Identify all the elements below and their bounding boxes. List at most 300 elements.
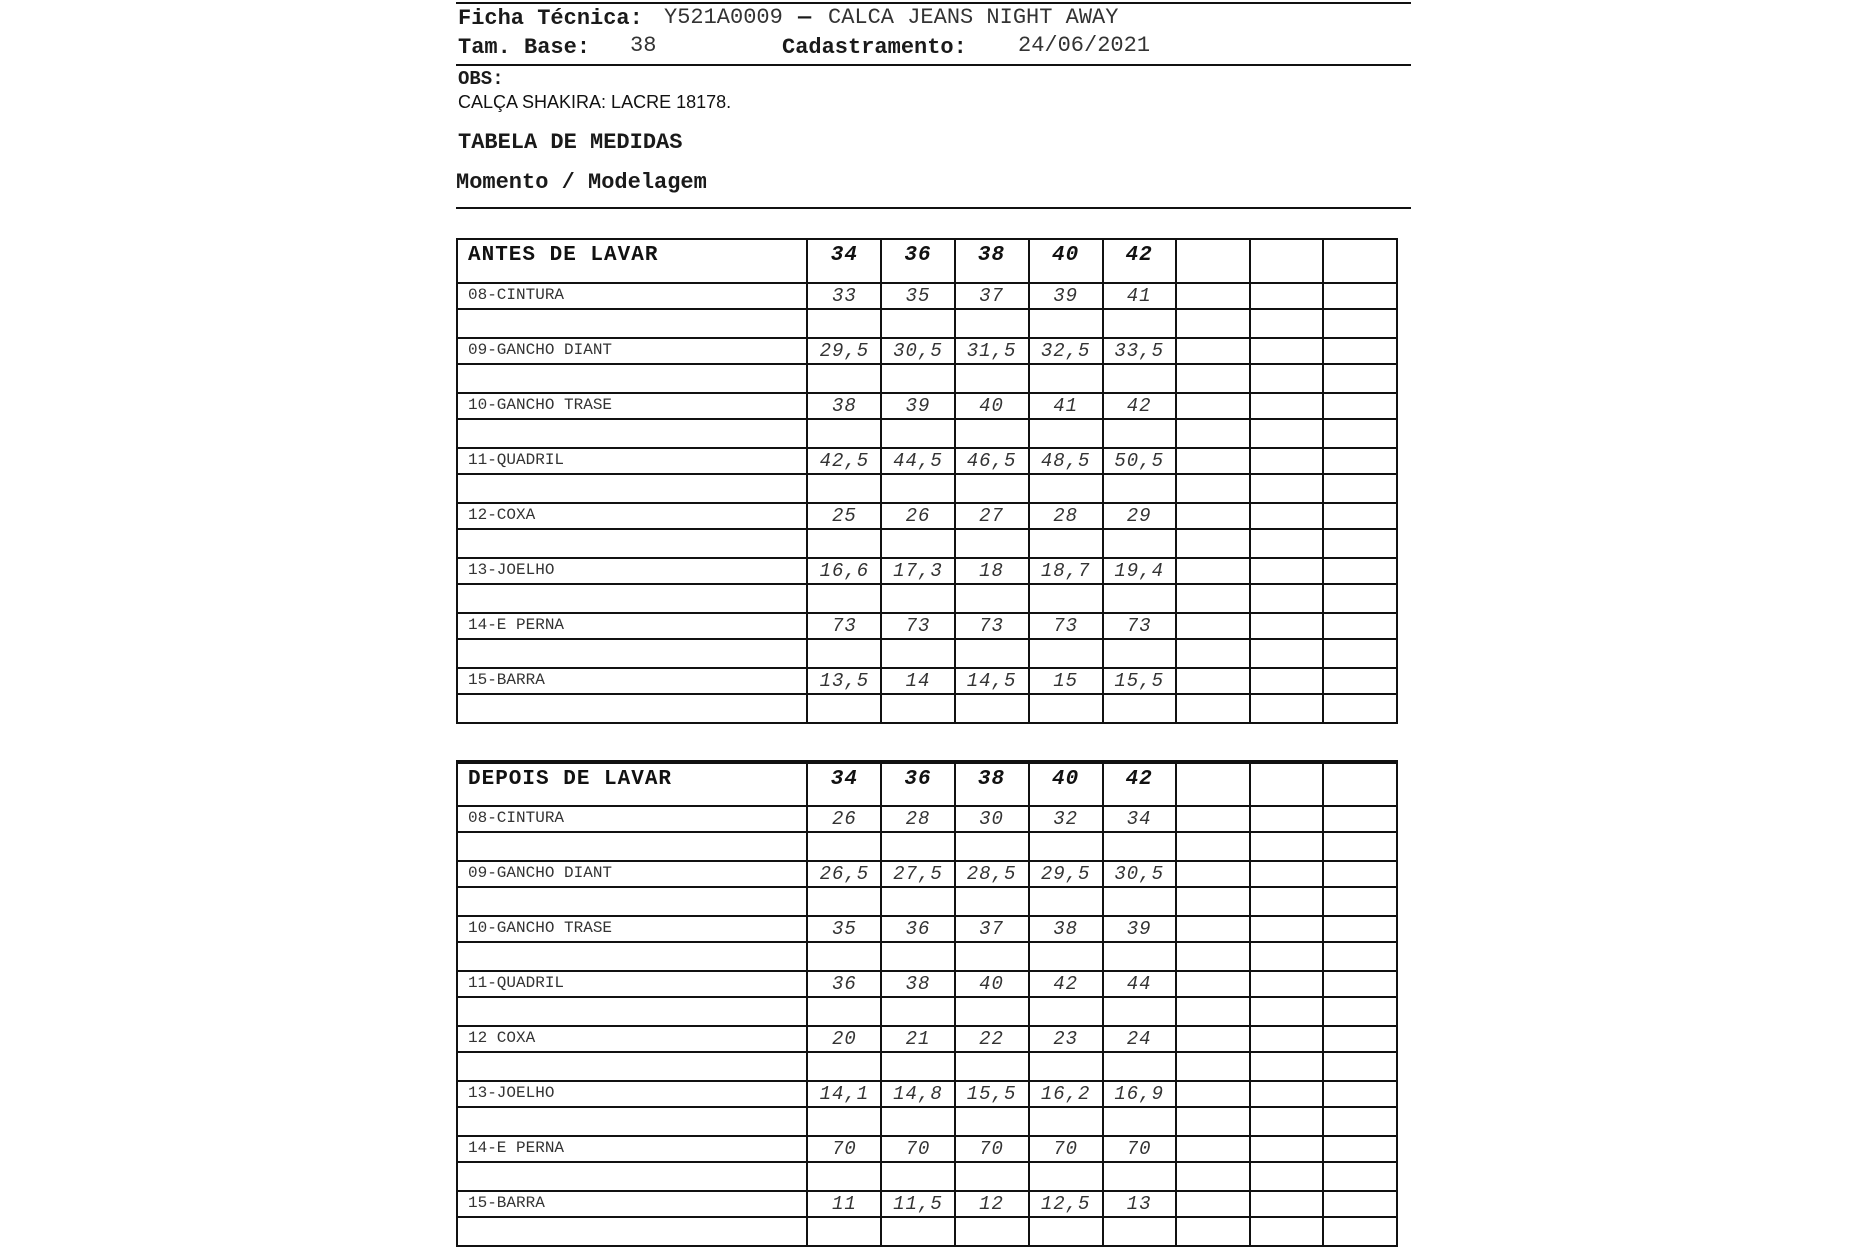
empty-cell [955, 832, 1029, 861]
empty-cell [1323, 971, 1397, 997]
empty-cell [1323, 239, 1397, 283]
empty-cell [1250, 971, 1323, 997]
empty-cell [1176, 971, 1250, 997]
spacer-row [457, 474, 1397, 503]
empty-cell [1250, 474, 1323, 503]
antes-header-row [457, 239, 1397, 283]
empty-cell [1250, 1052, 1323, 1081]
empty-cell [1250, 239, 1323, 283]
empty-cell [1103, 309, 1176, 338]
empty-cell [955, 309, 1029, 338]
empty-cell [1250, 762, 1323, 806]
empty-cell [807, 639, 881, 668]
measure-value: 13,5 [807, 668, 881, 694]
empty-cell [1176, 639, 1250, 668]
empty-cell [1250, 283, 1323, 309]
measure-name: 15-BARRA [457, 668, 807, 694]
empty-cell [1103, 694, 1176, 723]
empty-cell [1250, 916, 1323, 942]
empty-cell [1250, 861, 1323, 887]
empty-cell [1176, 1107, 1250, 1136]
measure-value: 28 [881, 806, 954, 832]
empty-cell [1176, 997, 1250, 1026]
spacer-row [457, 1217, 1397, 1246]
empty-cell [1176, 1191, 1250, 1217]
empty-cell [1103, 832, 1176, 861]
empty-cell [1029, 364, 1103, 393]
spacer-row [457, 584, 1397, 613]
empty-cell [1250, 639, 1323, 668]
empty-cell [1103, 1107, 1176, 1136]
empty-cell [1103, 474, 1176, 503]
empty-cell [457, 887, 807, 916]
empty-cell [1176, 393, 1250, 419]
empty-cell [1250, 338, 1323, 364]
measure-value: 73 [1103, 613, 1176, 639]
measure-value: 29 [1103, 503, 1176, 529]
empty-cell [807, 529, 881, 558]
empty-cell [1323, 613, 1397, 639]
empty-cell [1029, 997, 1103, 1026]
spacer-row [457, 639, 1397, 668]
empty-cell [955, 1162, 1029, 1191]
empty-cell [457, 419, 807, 448]
spacer-row [457, 1162, 1397, 1191]
empty-cell [1250, 1026, 1323, 1052]
depois-size-header: 34 [807, 762, 881, 806]
measure-value: 31,5 [955, 338, 1029, 364]
empty-cell [1250, 448, 1323, 474]
table-row [457, 283, 1397, 309]
measure-value: 26,5 [807, 861, 881, 887]
ficha-description: CALCA JEANS NIGHT AWAY [828, 5, 1119, 30]
empty-cell [1103, 942, 1176, 971]
cadastramento-label: Cadastramento: [782, 35, 967, 60]
measure-value: 70 [1103, 1136, 1176, 1162]
empty-cell [1103, 997, 1176, 1026]
measure-value: 32,5 [1029, 338, 1103, 364]
empty-cell [1323, 558, 1397, 584]
measure-name: 11-QUADRIL [457, 448, 807, 474]
ficha-dash: — [798, 5, 812, 30]
momento-title: Momento / Modelagem [456, 170, 707, 195]
empty-cell [1176, 1217, 1250, 1246]
spacer-row [457, 419, 1397, 448]
measure-value: 39 [881, 393, 954, 419]
empty-cell [1250, 419, 1323, 448]
tam-base-value: 38 [630, 33, 657, 58]
spacer-row [457, 364, 1397, 393]
empty-cell [1323, 1217, 1397, 1246]
tabela-title: TABELA DE MEDIDAS [458, 130, 683, 155]
empty-cell [1250, 1107, 1323, 1136]
measure-value: 24 [1103, 1026, 1176, 1052]
empty-cell [881, 1107, 954, 1136]
empty-cell [1176, 861, 1250, 887]
empty-cell [1103, 1217, 1176, 1246]
measure-value: 14,1 [807, 1081, 881, 1107]
empty-cell [1103, 419, 1176, 448]
measure-value: 29,5 [807, 338, 881, 364]
antes-size-header: 36 [881, 239, 954, 283]
measure-value: 32 [1029, 806, 1103, 832]
empty-cell [955, 997, 1029, 1026]
empty-cell [807, 1107, 881, 1136]
antes-table [456, 238, 1398, 724]
empty-cell [1176, 613, 1250, 639]
empty-cell [1250, 1081, 1323, 1107]
measure-value: 70 [881, 1136, 954, 1162]
measure-name: 08-CINTURA [457, 283, 807, 309]
empty-cell [955, 942, 1029, 971]
depois-section-title: DEPOIS DE LAVAR [457, 762, 807, 806]
measure-value: 11,5 [881, 1191, 954, 1217]
empty-cell [1323, 393, 1397, 419]
empty-cell [955, 419, 1029, 448]
tech-sheet [456, 0, 1411, 1251]
empty-cell [1323, 887, 1397, 916]
empty-cell [457, 639, 807, 668]
measure-name: 14-E PERNA [457, 613, 807, 639]
measure-value: 12,5 [1029, 1191, 1103, 1217]
empty-cell [1176, 887, 1250, 916]
empty-cell [1029, 887, 1103, 916]
empty-cell [1323, 639, 1397, 668]
empty-cell [1176, 419, 1250, 448]
empty-cell [1250, 942, 1323, 971]
measure-value: 19,4 [1103, 558, 1176, 584]
measure-value: 37 [955, 916, 1029, 942]
empty-cell [1176, 694, 1250, 723]
measure-value: 27 [955, 503, 1029, 529]
table-row [457, 861, 1397, 887]
empty-cell [955, 584, 1029, 613]
measure-value: 40 [955, 393, 1029, 419]
spacer-row [457, 832, 1397, 861]
measure-value: 30,5 [881, 338, 954, 364]
measure-name: 10-GANCHO TRASE [457, 393, 807, 419]
empty-cell [457, 474, 807, 503]
table-row [457, 1081, 1397, 1107]
empty-cell [1029, 1107, 1103, 1136]
empty-cell [955, 364, 1029, 393]
empty-cell [1250, 364, 1323, 393]
empty-cell [1176, 338, 1250, 364]
empty-cell [1176, 1026, 1250, 1052]
obs-text: CALÇA SHAKIRA: LACRE 18178. [458, 92, 732, 112]
measure-value: 28,5 [955, 861, 1029, 887]
empty-cell [1029, 419, 1103, 448]
empty-cell [1176, 364, 1250, 393]
measure-value: 73 [955, 613, 1029, 639]
measure-value: 42,5 [807, 448, 881, 474]
empty-cell [1323, 338, 1397, 364]
empty-cell [1029, 1162, 1103, 1191]
antes-size-header: 42 [1103, 239, 1176, 283]
table-row [457, 338, 1397, 364]
empty-cell [1176, 558, 1250, 584]
empty-cell [881, 942, 954, 971]
measure-name: 09-GANCHO DIANT [457, 338, 807, 364]
measure-value: 46,5 [955, 448, 1029, 474]
measure-value: 26 [881, 503, 954, 529]
measure-value: 16,9 [1103, 1081, 1176, 1107]
antes-size-header: 34 [807, 239, 881, 283]
spacer-row [457, 1052, 1397, 1081]
table-row [457, 916, 1397, 942]
measure-value: 38 [1029, 916, 1103, 942]
empty-cell [881, 474, 954, 503]
measure-value: 26 [807, 806, 881, 832]
measure-value: 18,7 [1029, 558, 1103, 584]
table-row [457, 448, 1397, 474]
empty-cell [1103, 1052, 1176, 1081]
table-row [457, 971, 1397, 997]
measure-value: 28 [1029, 503, 1103, 529]
empty-cell [1176, 668, 1250, 694]
empty-cell [1103, 529, 1176, 558]
measure-value: 29,5 [1029, 861, 1103, 887]
empty-cell [881, 997, 954, 1026]
empty-cell [1176, 1136, 1250, 1162]
empty-cell [457, 832, 807, 861]
measure-name: 08-CINTURA [457, 806, 807, 832]
measure-value: 38 [807, 393, 881, 419]
empty-cell [807, 364, 881, 393]
measure-value: 14 [881, 668, 954, 694]
empty-cell [1029, 1217, 1103, 1246]
ficha-code: Y521A0009 [664, 5, 783, 30]
empty-cell [881, 584, 954, 613]
empty-cell [1176, 474, 1250, 503]
measure-value: 70 [807, 1136, 881, 1162]
measure-value: 14,5 [955, 668, 1029, 694]
measure-value: 38 [881, 971, 954, 997]
measure-value: 35 [881, 283, 954, 309]
section-rule [456, 207, 1411, 209]
top-rule [456, 2, 1411, 4]
empty-cell [1103, 887, 1176, 916]
empty-cell [881, 832, 954, 861]
empty-cell [457, 364, 807, 393]
antes-size-header: 38 [955, 239, 1029, 283]
empty-cell [881, 419, 954, 448]
measure-value: 73 [881, 613, 954, 639]
empty-cell [955, 639, 1029, 668]
empty-cell [1176, 239, 1250, 283]
empty-cell [1250, 887, 1323, 916]
empty-cell [1250, 832, 1323, 861]
spacer-row [457, 309, 1397, 338]
depois-size-header: 42 [1103, 762, 1176, 806]
measure-value: 39 [1029, 283, 1103, 309]
measure-value: 70 [955, 1136, 1029, 1162]
empty-cell [1176, 529, 1250, 558]
measure-value: 35 [807, 916, 881, 942]
measure-value: 15 [1029, 668, 1103, 694]
measure-name: 13-JOELHO [457, 1081, 807, 1107]
empty-cell [1323, 364, 1397, 393]
empty-cell [1176, 942, 1250, 971]
measure-name: 12-COXA [457, 503, 807, 529]
spacer-row [457, 529, 1397, 558]
empty-cell [1029, 694, 1103, 723]
empty-cell [457, 942, 807, 971]
empty-cell [1176, 584, 1250, 613]
spacer-row [457, 694, 1397, 723]
empty-cell [1029, 584, 1103, 613]
empty-cell [1250, 1217, 1323, 1246]
empty-cell [955, 1107, 1029, 1136]
table-row [457, 503, 1397, 529]
measure-value: 70 [1029, 1136, 1103, 1162]
depois-table [456, 760, 1398, 1247]
empty-cell [1323, 997, 1397, 1026]
empty-cell [1029, 942, 1103, 971]
empty-cell [1029, 639, 1103, 668]
antes-size-header: 40 [1029, 239, 1103, 283]
spacer-row [457, 887, 1397, 916]
empty-cell [1250, 806, 1323, 832]
empty-cell [1250, 584, 1323, 613]
measure-value: 40 [955, 971, 1029, 997]
table-row [457, 806, 1397, 832]
empty-cell [1176, 1162, 1250, 1191]
table-row [457, 668, 1397, 694]
empty-cell [1176, 806, 1250, 832]
empty-cell [1323, 1081, 1397, 1107]
measure-name: 09-GANCHO DIANT [457, 861, 807, 887]
empty-cell [807, 694, 881, 723]
empty-cell [807, 474, 881, 503]
empty-cell [1323, 942, 1397, 971]
table-row [457, 1026, 1397, 1052]
empty-cell [1323, 1026, 1397, 1052]
measure-value: 15,5 [955, 1081, 1029, 1107]
empty-cell [807, 997, 881, 1026]
empty-cell [807, 1217, 881, 1246]
empty-cell [1250, 694, 1323, 723]
table-row [457, 1136, 1397, 1162]
empty-cell [955, 694, 1029, 723]
measure-name: 15-BARRA [457, 1191, 807, 1217]
measure-value: 11 [807, 1191, 881, 1217]
empty-cell [1103, 639, 1176, 668]
empty-cell [1029, 474, 1103, 503]
empty-cell [1029, 1052, 1103, 1081]
measure-value: 27,5 [881, 861, 954, 887]
empty-cell [1250, 503, 1323, 529]
empty-cell [881, 694, 954, 723]
empty-cell [1176, 309, 1250, 338]
empty-cell [1250, 613, 1323, 639]
empty-cell [1323, 1191, 1397, 1217]
measure-value: 44,5 [881, 448, 954, 474]
empty-cell [1323, 1162, 1397, 1191]
measure-value: 42 [1029, 971, 1103, 997]
measure-value: 13 [1103, 1191, 1176, 1217]
empty-cell [1176, 1081, 1250, 1107]
empty-cell [1323, 584, 1397, 613]
measure-name: 10-GANCHO TRASE [457, 916, 807, 942]
table-row [457, 1191, 1397, 1217]
measure-value: 39 [1103, 916, 1176, 942]
empty-cell [1176, 503, 1250, 529]
empty-cell [807, 832, 881, 861]
depois-size-header: 40 [1029, 762, 1103, 806]
empty-cell [955, 1052, 1029, 1081]
empty-cell [1323, 916, 1397, 942]
empty-cell [1323, 694, 1397, 723]
empty-cell [955, 1217, 1029, 1246]
empty-cell [955, 887, 1029, 916]
empty-cell [457, 309, 807, 338]
measure-value: 33,5 [1103, 338, 1176, 364]
empty-cell [1176, 762, 1250, 806]
empty-cell [1323, 806, 1397, 832]
empty-cell [1323, 283, 1397, 309]
empty-cell [955, 474, 1029, 503]
antes-section-title: ANTES DE LAVAR [457, 239, 807, 283]
empty-cell [1250, 668, 1323, 694]
spacer-row [457, 1107, 1397, 1136]
measure-value: 17,3 [881, 558, 954, 584]
empty-cell [457, 1052, 807, 1081]
empty-cell [1103, 1162, 1176, 1191]
empty-cell [881, 309, 954, 338]
table-row [457, 558, 1397, 584]
empty-cell [807, 584, 881, 613]
measure-name: 14-E PERNA [457, 1136, 807, 1162]
empty-cell [1323, 448, 1397, 474]
measure-value: 73 [807, 613, 881, 639]
measure-value: 41 [1103, 283, 1176, 309]
measure-value: 42 [1103, 393, 1176, 419]
depois-size-header: 36 [881, 762, 954, 806]
measure-name: 13-JOELHO [457, 558, 807, 584]
spacer-row [457, 942, 1397, 971]
measure-value: 30 [955, 806, 1029, 832]
empty-cell [1323, 861, 1397, 887]
measure-value: 33 [807, 283, 881, 309]
measure-name: 12 COXA [457, 1026, 807, 1052]
empty-cell [1323, 1052, 1397, 1081]
measure-value: 48,5 [1029, 448, 1103, 474]
empty-cell [881, 1162, 954, 1191]
empty-cell [1250, 309, 1323, 338]
measure-value: 15,5 [1103, 668, 1176, 694]
empty-cell [1250, 1191, 1323, 1217]
measure-value: 16,6 [807, 558, 881, 584]
empty-cell [1323, 668, 1397, 694]
empty-cell [1323, 529, 1397, 558]
empty-cell [1176, 916, 1250, 942]
empty-cell [1029, 529, 1103, 558]
ficha-label: Ficha Técnica: [458, 6, 643, 31]
measure-value: 41 [1029, 393, 1103, 419]
empty-cell [1323, 1136, 1397, 1162]
empty-cell [457, 1162, 807, 1191]
empty-cell [1323, 309, 1397, 338]
measure-value: 34 [1103, 806, 1176, 832]
empty-cell [1250, 1162, 1323, 1191]
table-row [457, 393, 1397, 419]
empty-cell [1323, 832, 1397, 861]
measure-value: 36 [807, 971, 881, 997]
empty-cell [457, 584, 807, 613]
empty-cell [457, 694, 807, 723]
empty-cell [807, 1052, 881, 1081]
